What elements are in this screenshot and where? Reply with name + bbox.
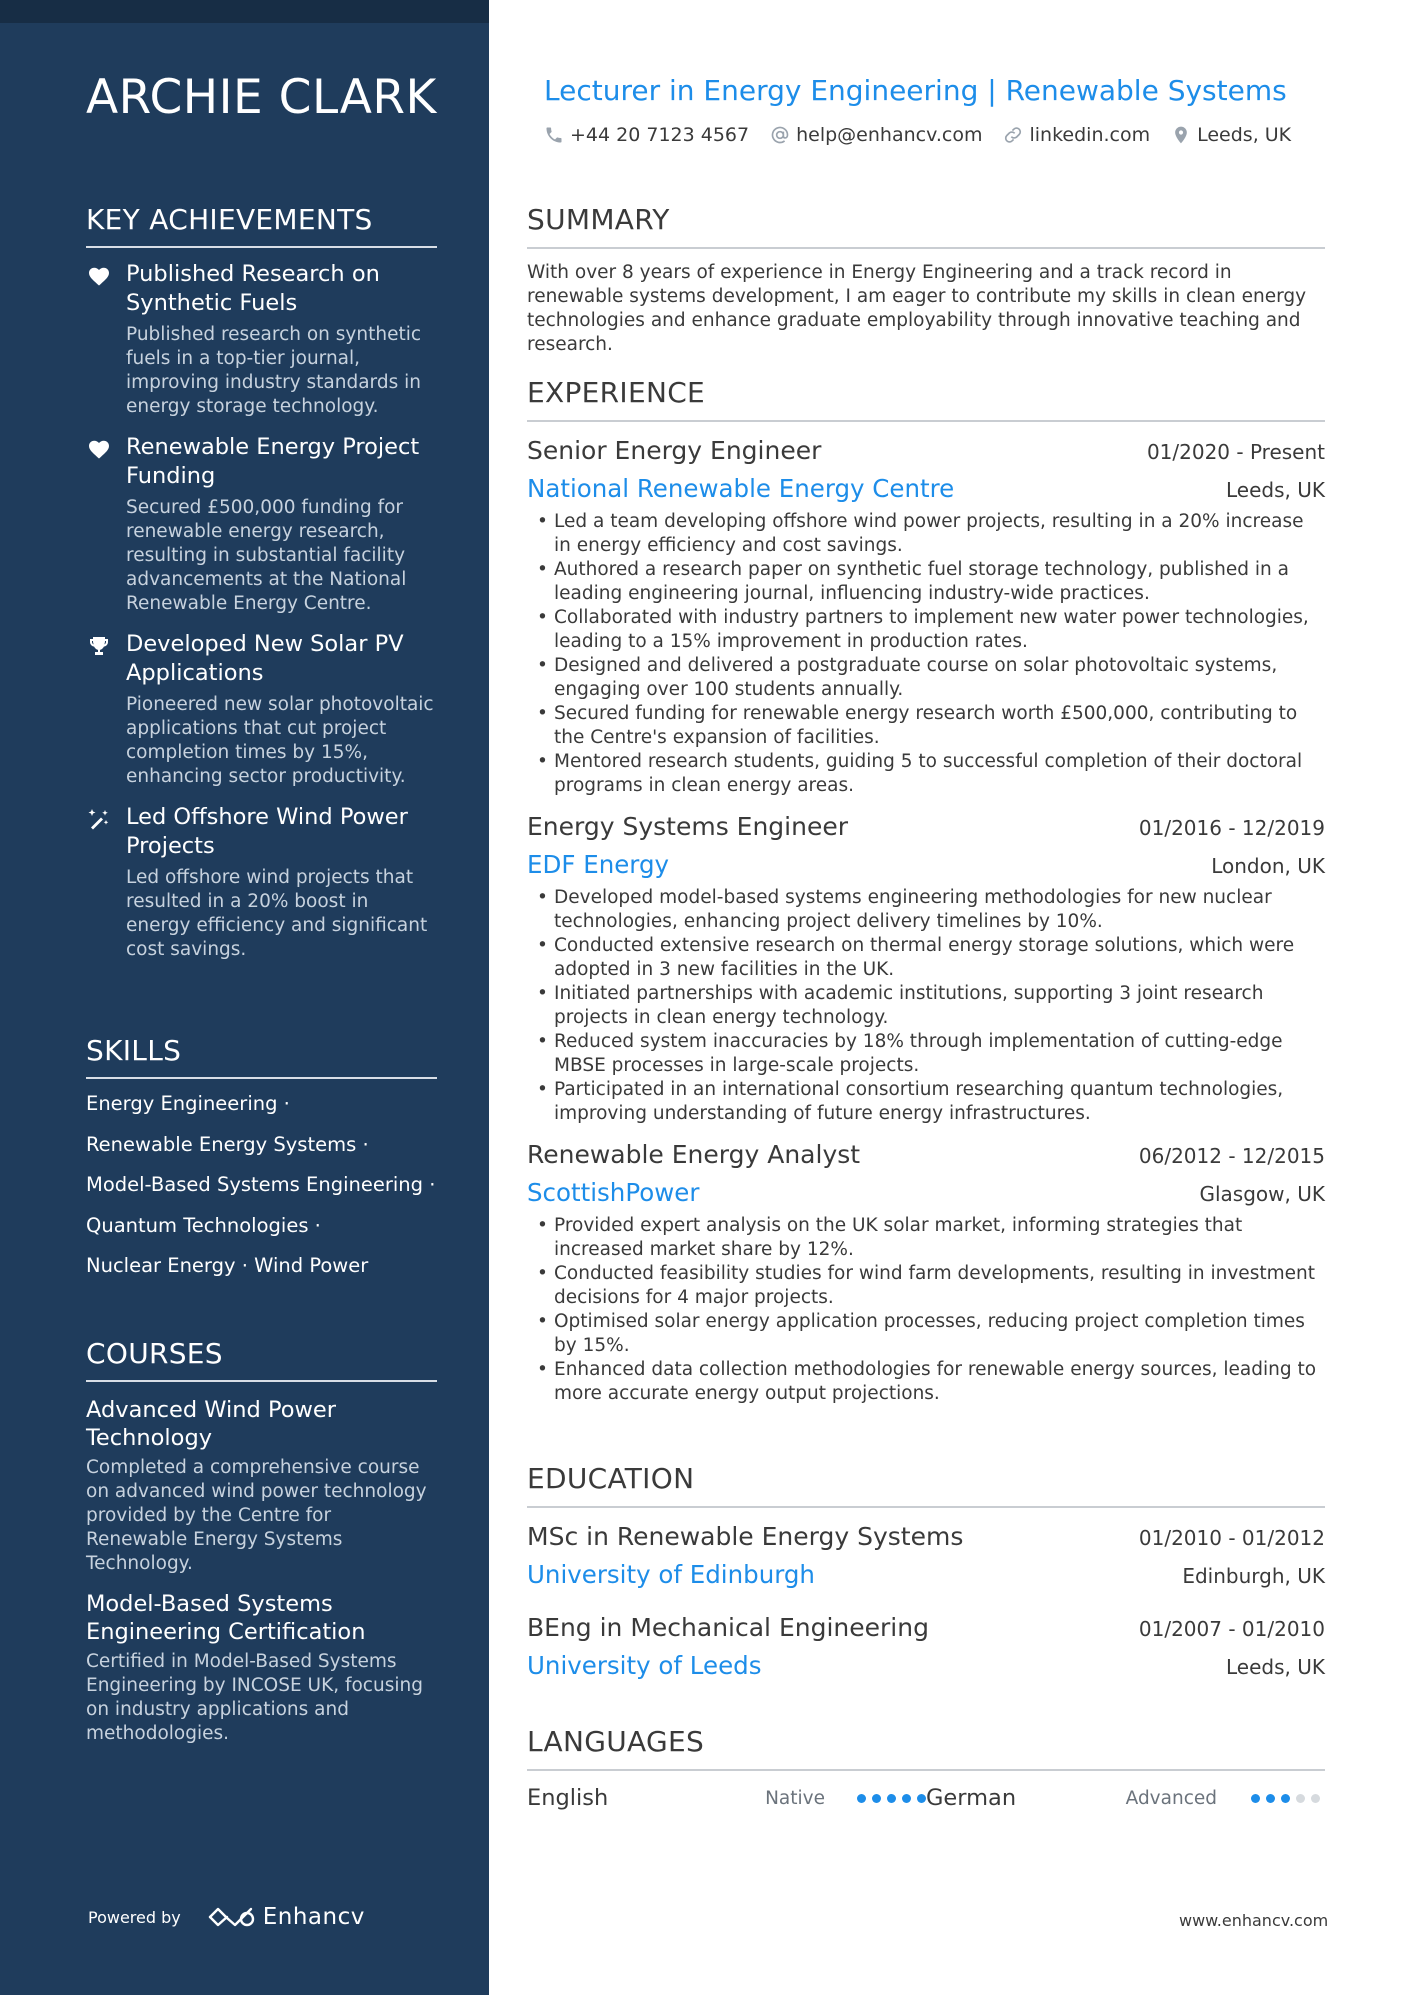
achievement-item — [86, 433, 437, 616]
job-bullet: • Led a team developing offshore wind power projects, resulting in a 20% increase in energy efficiency and cost savings. — [527, 510, 1325, 558]
degree-title: BEng in Mechanical Engineering — [527, 1613, 929, 1642]
sidebar — [0, 0, 489, 1995]
experience-heading: EXPERIENCE — [527, 376, 1325, 422]
skills-list — [86, 1084, 437, 1287]
job-entry — [527, 1136, 1325, 1406]
job-bullet: • Participated in an international consortium researching quantum technologies, improving understanding of future energy infrastructures. — [527, 1078, 1325, 1126]
contact-location — [1171, 124, 1291, 146]
contact-email[interactable] — [770, 124, 982, 146]
job-dates: 06/2012 - 12/2015 — [1138, 1144, 1325, 1168]
job-bullet: • Reduced system inaccuracies by 18% through implementation of cutting-edge MBSE processes in large-scale projects. — [527, 1030, 1325, 1078]
achievement-title: Led Offshore Wind Power Projects — [126, 804, 408, 859]
rating-dot-empty — [1311, 1794, 1320, 1803]
achievement-title: Developed New Solar PV Applications — [126, 631, 404, 686]
languages-heading: LANGUAGES — [527, 1725, 1325, 1771]
magic-wand-icon — [86, 806, 112, 832]
job-dates: 01/2016 - 12/2019 — [1138, 816, 1325, 840]
company-name[interactable]: ScottishPower — [527, 1178, 700, 1207]
contact-linkedin-text: linkedin.com — [1029, 124, 1151, 146]
language-name: German — [926, 1785, 1017, 1811]
enhancv-brand-name: Enhancv — [262, 1904, 365, 1930]
job-entry — [527, 808, 1325, 1126]
courses-section — [86, 1337, 437, 1746]
course-title: Advanced Wind Power Technology — [86, 1397, 337, 1451]
skills-section — [86, 1034, 437, 1287]
enhancv-logo-icon — [207, 1904, 255, 1930]
course-description: Completed a comprehensive course on advanced wind power technology provided by the Centre for Renewable Energy Systems Technology. — [86, 1457, 427, 1574]
company-name[interactable]: National Renewable Energy Centre — [527, 474, 955, 503]
job-title: Energy Systems Engineer — [527, 812, 849, 841]
contact-location-text: Leeds, UK — [1197, 124, 1292, 146]
key-achievements-section — [86, 203, 437, 962]
education-location: Edinburgh, UK — [1182, 1564, 1325, 1588]
job-bullet: • Developed model-based systems engineering methodologies for new nuclear technologies, enhancing project delivery timelines by 10%. — [527, 886, 1325, 934]
language-rating — [857, 1794, 926, 1803]
trophy-icon — [86, 633, 112, 659]
achievement-item — [86, 260, 437, 419]
job-bullet: • Authored a research paper on synthetic fuel storage technology, published in a leading engineering journal, influencing industry-wide practices. — [527, 558, 1325, 606]
powered-by-label: Powered by — [88, 1907, 181, 1927]
rating-dot-filled — [902, 1794, 911, 1803]
contact-phone[interactable] — [544, 124, 749, 146]
heart-icon — [86, 263, 112, 289]
rating-dot-filled — [872, 1794, 881, 1803]
language-level: Native — [765, 1787, 825, 1809]
language-item — [527, 1785, 926, 1811]
job-bullet: • Collaborated with industry partners to implement new water power technologies, leading to a 15% improvement in production rates. — [527, 606, 1325, 654]
heart-icon — [86, 436, 112, 462]
achievement-item — [86, 803, 437, 962]
skills-heading: SKILLS — [86, 1034, 437, 1079]
contact-phone-text: +44 20 7123 4567 — [570, 124, 750, 146]
job-dates: 01/2020 - Present — [1146, 440, 1325, 464]
rating-dot-filled — [1251, 1794, 1260, 1803]
summary-heading: SUMMARY — [527, 203, 1325, 249]
key-achievements-heading: KEY ACHIEVEMENTS — [86, 203, 437, 248]
education-entry — [527, 1609, 1325, 1685]
language-rating — [1251, 1794, 1320, 1803]
education-dates: 01/2007 - 01/2010 — [1138, 1617, 1325, 1641]
company-name[interactable]: EDF Energy — [527, 850, 669, 879]
summary-text: With over 8 years of experience in Energy Engineering and a track record in renewable systems development, I am eager to contribute my skills in clean energy technologies and enhance graduate employability through innovative teaching and research. — [527, 262, 1307, 355]
course-description: Certified in Model-Based Systems Engineering by INCOSE UK, focusing on industry applications and methodologies. — [86, 1651, 423, 1744]
language-level: Advanced — [1125, 1787, 1217, 1809]
education-heading: EDUCATION — [527, 1462, 1325, 1508]
at-icon — [770, 125, 790, 145]
languages-list — [527, 1783, 1325, 1813]
job-location: Leeds, UK — [1226, 478, 1325, 502]
skill-item: Nuclear Energy · Wind Power — [86, 1254, 369, 1277]
school-name[interactable]: University of Leeds — [527, 1651, 762, 1680]
education-location: Leeds, UK — [1226, 1655, 1325, 1679]
contact-linkedin[interactable] — [1003, 124, 1150, 146]
achievement-title: Published Research on Synthetic Fuels — [126, 261, 380, 316]
job-bullet: • Enhanced data collection methodologies for renewable energy sources, leading to more accurate energy output projections. — [527, 1358, 1325, 1406]
website-link[interactable]: www.enhancv.com — [1179, 1911, 1329, 1930]
job-bullets — [527, 1214, 1325, 1406]
job-bullet: • Provided expert analysis on the UK solar market, informing strategies that increased market share by 12%. — [527, 1214, 1325, 1262]
rating-dot-filled — [1281, 1794, 1290, 1803]
course-item — [86, 1396, 437, 1576]
job-bullet: • Initiated partnerships with academic institutions, supporting 3 joint research projects in clean energy technology. — [527, 982, 1325, 1030]
job-bullet: • Conducted extensive research on thermal energy storage solutions, which were adopted in 3 new facilities in the UK. — [527, 934, 1325, 982]
skill-item: Model-Based Systems Engineering · — [86, 1173, 436, 1196]
languages-section — [527, 1725, 1325, 1813]
skill-item: Renewable Energy Systems · — [86, 1132, 369, 1156]
skill-item: Quantum Technologies · — [86, 1213, 321, 1237]
powered-by — [88, 1904, 365, 1930]
education-dates: 01/2010 - 01/2012 — [1138, 1526, 1325, 1550]
candidate-name: ARCHIE CLARK — [86, 70, 437, 125]
job-entry — [527, 432, 1325, 798]
rating-dot-filled — [857, 1794, 866, 1803]
rating-dot-filled — [1266, 1794, 1275, 1803]
achievement-description: Led offshore wind projects that resulted in a 20% boost in energy efficiency and significant cost savings. — [126, 867, 428, 960]
contact-bar — [544, 124, 1312, 146]
job-location: Glasgow, UK — [1199, 1182, 1325, 1206]
job-bullet: • Designed and delivered a postgraduate course on solar photovoltaic systems, engaging over 100 students annually. — [527, 654, 1325, 702]
achievement-description: Published research on synthetic fuels in a top-tier journal, improving industry standards in energy storage technology. — [126, 324, 422, 417]
job-bullets — [527, 886, 1325, 1126]
job-title: Senior Energy Engineer — [527, 436, 822, 465]
location-icon — [1171, 125, 1191, 145]
language-item — [926, 1785, 1325, 1811]
school-name[interactable]: University of Edinburgh — [527, 1560, 815, 1589]
sidebar-top-bar — [0, 0, 489, 23]
degree-title: MSc in Renewable Energy Systems — [527, 1522, 964, 1551]
skill-item: Energy Engineering · — [86, 1092, 290, 1115]
courses-heading: COURSES — [86, 1337, 437, 1382]
rating-dot-empty — [1296, 1794, 1305, 1803]
achievement-description: Secured £500,000 funding for renewable energy research, resulting in substantial facility advancements at the National Renewable Energy Centre. — [126, 497, 407, 614]
job-headline: Lecturer in Energy Engineering | Renewable Systems — [544, 74, 1287, 107]
language-name: English — [527, 1785, 609, 1811]
job-location: London, UK — [1211, 854, 1325, 878]
job-bullet: • Conducted feasibility studies for wind farm developments, resulting in investment decisions for 4 major projects. — [527, 1262, 1325, 1310]
job-title: Renewable Energy Analyst — [527, 1140, 861, 1169]
education-section — [527, 1462, 1325, 1685]
contact-email-text: help@enhancv.com — [796, 124, 983, 146]
enhancv-logo[interactable] — [207, 1904, 365, 1930]
job-bullet: • Secured funding for renewable energy research worth £500,000, contributing to the Centre's expansion of facilities. — [527, 702, 1325, 750]
education-entry — [527, 1518, 1325, 1594]
achievement-title: Renewable Energy Project Funding — [126, 434, 420, 489]
course-item — [86, 1590, 437, 1746]
summary-section — [527, 203, 1325, 357]
job-bullet: • Mentored research students, guiding 5 to successful completion of their doctoral programs in clean energy areas. — [527, 750, 1325, 798]
phone-icon — [544, 125, 564, 145]
rating-dot-filled — [917, 1794, 926, 1803]
rating-dot-filled — [887, 1794, 896, 1803]
job-bullets — [527, 510, 1325, 798]
experience-section — [527, 376, 1325, 1406]
job-bullet: • Optimised solar energy application processes, reducing project completion times by 15%. — [527, 1310, 1325, 1358]
achievement-item — [86, 630, 437, 789]
link-icon — [1003, 125, 1023, 145]
course-title: Model-Based Systems Engineering Certification — [86, 1591, 366, 1645]
achievement-description: Pioneered new solar photovoltaic applications that cut project completion times by 15%, enhancing sector productivity. — [126, 694, 434, 787]
